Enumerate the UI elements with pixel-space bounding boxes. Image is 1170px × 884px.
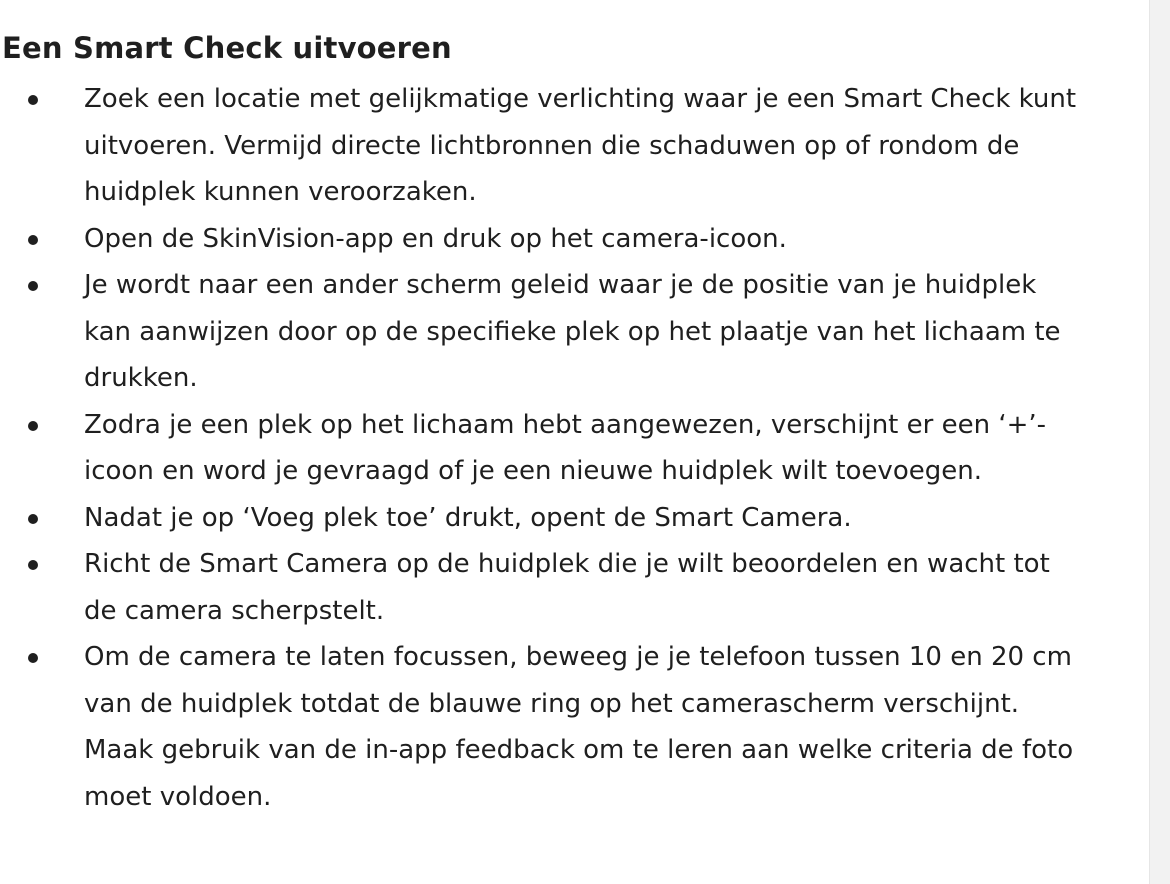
list-item: Zoek een locatie met gelijkmatige verlichting waar je een Smart Check kunt uitvoeren. Vermijd directe lichtbronnen die schaduwen op of rondom de huidplek kunnen veroorzaken. xyxy=(0,76,1080,216)
list-item: Open de SkinVision-app en druk op het camera-icoon. xyxy=(0,216,1080,263)
list-item: Om de camera te laten focussen, beweeg je je telefoon tussen 10 en 20 cm van de huidplek totdat de blauwe ring op het camerascherm verschijnt. Maak gebruik van de in-app feedback om te leren aan welke criteria de foto moet voldoen. xyxy=(0,634,1080,820)
scroll-edge[interactable] xyxy=(1149,0,1170,884)
list-item: Nadat je op ‘Voeg plek toe’ drukt, opent de Smart Camera. xyxy=(0,495,1080,542)
list-item: Zodra je een plek op het lichaam hebt aangewezen, verschijnt er een ‘+’-icoon en word je gevraagd of je een nieuwe huidplek wilt toevoegen. xyxy=(0,402,1080,495)
steps-list xyxy=(0,76,1080,820)
list-item: Je wordt naar een ander scherm geleid waar je de positie van je huidplek kan aanwijzen door op de specifieke plek op het plaatje van het lichaam te drukken. xyxy=(0,262,1080,402)
list-item: Richt de Smart Camera op de huidplek die je wilt beoordelen en wacht tot de camera scherpstelt. xyxy=(0,541,1080,634)
section-heading: Een Smart Check uitvoeren xyxy=(2,31,452,65)
